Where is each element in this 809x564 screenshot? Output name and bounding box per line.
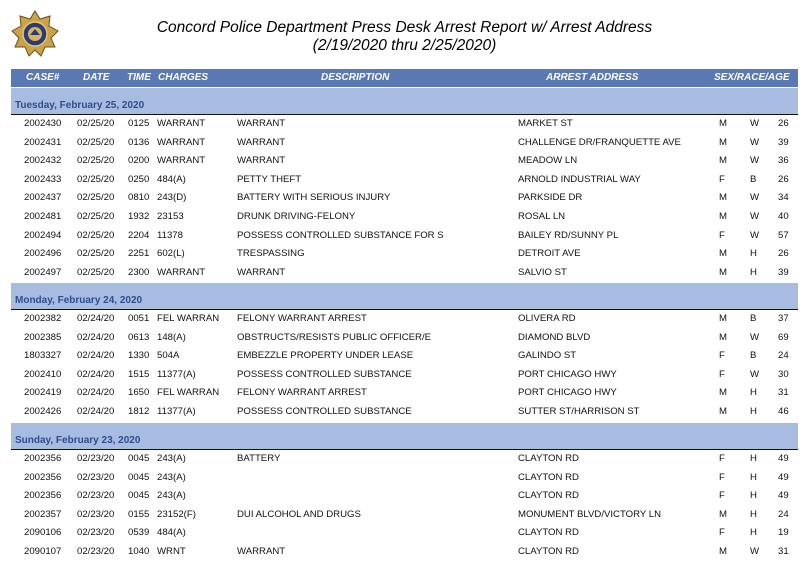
age: 49	[778, 471, 789, 483]
charge-code: 243(A)	[157, 471, 186, 483]
race: H	[750, 527, 757, 539]
charge-description: TRESPASSING	[237, 248, 305, 260]
charge-description: WARRANT	[237, 118, 286, 129]
case-number: 2002356	[24, 471, 62, 483]
arrest-date: 02/25/20	[77, 136, 115, 148]
charge-description: WARRANT	[237, 546, 286, 557]
col-sex-race-age: SEX/RACE/AGE	[714, 72, 790, 83]
arrest-row	[0, 134, 809, 152]
day-section-label: Tuesday, February 25, 2020	[15, 100, 145, 111]
col-arrest-address: ARREST ADDRESS	[546, 72, 639, 83]
day-section-header	[11, 88, 798, 115]
arrest-time: 1650	[128, 387, 150, 399]
race: B	[750, 173, 757, 185]
arrest-time: 0045	[128, 471, 150, 483]
case-number: 2002433	[24, 173, 62, 185]
case-number: 2002431	[24, 136, 62, 148]
charge-description: FELONY WARRANT ARREST	[237, 313, 367, 324]
case-number: 2002385	[24, 331, 62, 343]
arrest-address: ARNOLD INDUSTRIAL WAY	[518, 173, 641, 185]
case-number: 2002356	[24, 453, 62, 464]
charge-description: BATTERY WITH SERIOUS INJURY	[237, 192, 391, 204]
arrest-row	[0, 403, 809, 421]
col-time: TIME	[127, 72, 151, 83]
case-number: 2002497	[24, 266, 62, 278]
arrest-row	[0, 208, 809, 226]
charge-code: FEL WARRAN	[157, 313, 220, 324]
day-section-label: Sunday, February 23, 2020	[15, 435, 141, 446]
arrest-address: SUTTER ST/HARRISON ST	[518, 406, 640, 417]
arrest-row	[0, 227, 809, 245]
race: W	[750, 136, 760, 148]
arrest-time: 0155	[128, 508, 150, 520]
arrest-row	[0, 366, 809, 384]
case-number: 2002410	[24, 368, 62, 380]
age: 40	[778, 211, 789, 222]
charge-code: WARRANT	[157, 118, 206, 129]
sex: M	[719, 155, 727, 167]
arrest-time: 0136	[128, 136, 150, 148]
sex: F	[719, 453, 725, 464]
age: 26	[778, 118, 789, 129]
arrest-address: SALVIO ST	[518, 266, 567, 278]
charge-code: WRNT	[157, 546, 186, 557]
case-number: 2002430	[24, 118, 62, 129]
arrest-row	[0, 487, 809, 505]
age: 34	[778, 192, 789, 204]
arrest-time: 1330	[128, 350, 150, 362]
arrest-date: 02/24/20	[77, 406, 115, 417]
day-section-header	[11, 423, 798, 450]
case-number: 2002432	[24, 155, 62, 167]
charge-code: 11377(A)	[157, 406, 196, 417]
sex: F	[719, 490, 725, 502]
age: 19	[778, 527, 789, 539]
case-number: 2002494	[24, 229, 62, 241]
race: H	[750, 387, 757, 399]
arrest-address: CLAYTON RD	[518, 471, 579, 483]
arrest-date: 02/23/20	[77, 453, 115, 464]
charge-code: 11378	[157, 229, 183, 241]
charge-code: 484(A)	[157, 173, 186, 185]
arrest-time: 2204	[128, 229, 150, 241]
arrest-date: 02/23/20	[77, 471, 115, 483]
charge-code: WARRANT	[157, 136, 206, 148]
arrest-date: 02/24/20	[77, 313, 115, 324]
age: 30	[778, 368, 789, 380]
charge-code: WARRANT	[157, 155, 206, 167]
arrest-time: 0051	[128, 313, 150, 324]
arrest-date: 02/25/20	[77, 173, 115, 185]
race: W	[750, 546, 760, 557]
arrest-address: CLAYTON RD	[518, 546, 579, 557]
arrest-row	[0, 245, 809, 263]
arrest-date: 02/25/20	[77, 266, 115, 278]
race: H	[750, 490, 757, 502]
arrest-row	[0, 347, 809, 365]
sex: M	[719, 313, 727, 324]
sex: F	[719, 173, 725, 185]
case-number: 2002496	[24, 248, 62, 260]
report-date-range: (2/19/2020 thru 2/25/2020)	[312, 37, 497, 54]
sex: M	[719, 266, 727, 278]
arrest-address: CLAYTON RD	[518, 453, 579, 464]
charge-description: WARRANT	[237, 266, 286, 278]
arrest-row	[0, 506, 809, 524]
charge-description: POSSESS CONTROLLED SUBSTANCE	[237, 406, 412, 417]
race: W	[750, 211, 760, 222]
age: 36	[778, 155, 789, 167]
arrest-row	[0, 310, 809, 328]
arrest-time: 0613	[128, 331, 150, 343]
age: 39	[778, 266, 789, 278]
arrest-time: 2300	[128, 266, 150, 278]
case-number: 2002419	[24, 387, 62, 399]
sex: M	[719, 192, 727, 204]
sex: M	[719, 387, 727, 399]
sex: M	[719, 406, 727, 417]
arrest-time: 0200	[128, 155, 150, 167]
race: W	[750, 229, 760, 241]
arrest-date: 02/24/20	[77, 387, 115, 399]
race: W	[750, 192, 760, 204]
charge-description: BATTERY	[237, 453, 281, 464]
arrest-address: CLAYTON RD	[518, 527, 579, 539]
charge-description: WARRANT	[237, 136, 286, 148]
arrest-address: DIAMOND BLVD	[518, 331, 591, 343]
arrest-time: 0045	[128, 453, 150, 464]
charge-code: 602(L)	[157, 248, 185, 260]
arrest-time: 2251	[128, 248, 150, 260]
arrest-time: 1812	[128, 406, 150, 417]
age: 24	[778, 350, 789, 362]
arrest-date: 02/25/20	[77, 118, 115, 129]
arrest-date: 02/23/20	[77, 508, 115, 520]
age: 57	[778, 229, 789, 241]
charge-code: 504A	[157, 350, 180, 362]
arrest-time: 1932	[128, 211, 150, 222]
charge-description: DUI ALCOHOL AND DRUGS	[237, 508, 361, 520]
charge-description: OBSTRUCTS/RESISTS PUBLIC OFFICER/E	[237, 331, 432, 343]
col-charges: CHARGES	[158, 72, 209, 83]
age: 37	[778, 313, 789, 324]
case-number: 2002481	[24, 211, 62, 222]
case-number: 2002437	[24, 192, 62, 204]
arrest-address: DETROIT AVE	[518, 248, 581, 260]
sex: M	[719, 118, 727, 129]
race: H	[750, 266, 757, 278]
charge-code: 148(A)	[157, 331, 186, 343]
race: H	[750, 453, 757, 464]
arrest-date: 02/25/20	[77, 211, 115, 222]
arrest-date: 02/25/20	[77, 192, 115, 204]
sex: M	[719, 331, 727, 343]
arrest-address: GALINDO ST	[518, 350, 577, 362]
arrest-row	[0, 171, 809, 189]
report-title-block	[0, 19, 809, 55]
arrest-time: 0539	[128, 527, 150, 539]
age: 49	[778, 490, 789, 502]
day-section-label: Monday, February 24, 2020	[15, 295, 143, 306]
arrest-address: PARKSIDE DR	[518, 192, 583, 204]
charge-description: PETTY THEFT	[237, 173, 302, 185]
race: W	[750, 331, 760, 343]
arrest-row	[0, 384, 809, 402]
sex: M	[719, 546, 727, 557]
case-number: 2002382	[24, 313, 62, 324]
column-header-bar	[11, 69, 798, 87]
arrest-address: MEADOW LN	[518, 155, 578, 167]
arrest-date: 02/23/20	[77, 546, 115, 557]
arrest-address: MARKET ST	[518, 118, 573, 129]
arrest-date: 02/24/20	[77, 350, 115, 362]
arrest-date: 02/23/20	[77, 490, 115, 502]
arrest-row	[0, 189, 809, 207]
charge-description: WARRANT	[237, 155, 286, 167]
age: 39	[778, 136, 789, 148]
age: 31	[778, 387, 789, 399]
arrest-address: OLIVERA RD	[518, 313, 576, 324]
arrest-time: 1040	[128, 546, 150, 557]
arrest-time: 0810	[128, 192, 150, 204]
race: H	[750, 406, 757, 417]
arrest-time: 1515	[128, 368, 150, 380]
charge-code: 23153	[157, 211, 184, 222]
arrest-time: 0045	[128, 490, 150, 502]
age: 26	[778, 173, 789, 185]
charge-code: 484(A)	[157, 527, 186, 539]
race: W	[750, 368, 760, 380]
charge-code: FEL WARRAN	[157, 387, 220, 399]
arrest-date: 02/24/20	[77, 368, 115, 380]
arrest-address: CLAYTON RD	[518, 490, 579, 502]
arrest-row	[0, 469, 809, 487]
race: H	[750, 471, 757, 483]
race: B	[750, 350, 757, 362]
sex: M	[719, 136, 727, 148]
sex: F	[719, 350, 725, 362]
col-date: DATE	[83, 72, 110, 83]
race: H	[750, 248, 757, 260]
case-number: 2090107	[24, 546, 62, 557]
arrest-address: PORT CHICAGO HWY	[518, 387, 617, 399]
case-number: 1803327	[24, 350, 62, 362]
charge-code: 243(A)	[157, 490, 186, 502]
arrest-row	[0, 450, 809, 468]
arrest-row	[0, 152, 809, 170]
charge-code: 23152(F)	[157, 508, 196, 520]
age: 46	[778, 406, 789, 417]
arrest-row	[0, 115, 809, 133]
charge-code: 243(A)	[157, 453, 186, 464]
arrest-address: BAILEY RD/SUNNY PL	[518, 229, 619, 241]
charge-description: POSSESS CONTROLLED SUBSTANCE	[237, 368, 412, 380]
arrest-row	[0, 329, 809, 347]
arrest-address: MONUMENT BLVD/VICTORY LN	[518, 508, 662, 520]
arrest-row	[0, 543, 809, 561]
race: H	[750, 508, 757, 520]
arrest-date: 02/23/20	[77, 527, 115, 539]
charge-description: EMBEZZLE PROPERTY UNDER LEASE	[237, 350, 414, 362]
case-number: 2002426	[24, 406, 62, 417]
age: 26	[778, 248, 789, 260]
col-case: CASE#	[26, 72, 60, 83]
age: 31	[778, 546, 789, 557]
arrest-date: 02/24/20	[77, 331, 115, 343]
arrest-date: 02/25/20	[77, 229, 115, 241]
age: 69	[778, 331, 789, 343]
sex: M	[719, 508, 727, 520]
race: W	[750, 155, 760, 167]
sex: F	[719, 368, 725, 380]
case-number: 2090106	[24, 527, 62, 539]
arrest-address: PORT CHICAGO HWY	[518, 368, 617, 380]
arrest-time: 0250	[128, 173, 150, 185]
report-title: Concord Police Department Press Desk Arrest Report w/ Arrest Address	[156, 19, 653, 36]
charge-description: FELONY WARRANT ARREST	[237, 387, 367, 399]
case-number: 2002357	[24, 508, 62, 520]
col-description: DESCRIPTION	[321, 72, 390, 83]
sex: F	[719, 229, 725, 241]
arrest-date: 02/25/20	[77, 155, 115, 167]
day-section-header	[11, 283, 798, 310]
sex: M	[719, 211, 727, 222]
race: B	[750, 313, 757, 324]
arrest-address: ROSAL LN	[518, 211, 566, 222]
charge-code: WARRANT	[157, 266, 206, 278]
sex: F	[719, 527, 725, 539]
arrest-row	[0, 264, 809, 282]
charge-description: POSSESS CONTROLLED SUBSTANCE FOR S	[237, 229, 444, 241]
age: 49	[778, 453, 789, 464]
sex: M	[719, 248, 727, 260]
case-number: 2002356	[24, 490, 62, 502]
charge-code: 243(D)	[157, 192, 187, 204]
sex: F	[719, 471, 725, 483]
arrest-address: CHALLENGE DR/FRANQUETTE AVE	[518, 136, 681, 148]
age: 24	[778, 508, 789, 520]
charge-code: 11377(A)	[157, 368, 196, 380]
arrest-date: 02/25/20	[77, 248, 115, 260]
race: W	[750, 118, 760, 129]
arrest-row	[0, 524, 809, 542]
charge-description: DRUNK DRIVING-FELONY	[237, 211, 356, 222]
arrest-time: 0125	[128, 118, 150, 129]
